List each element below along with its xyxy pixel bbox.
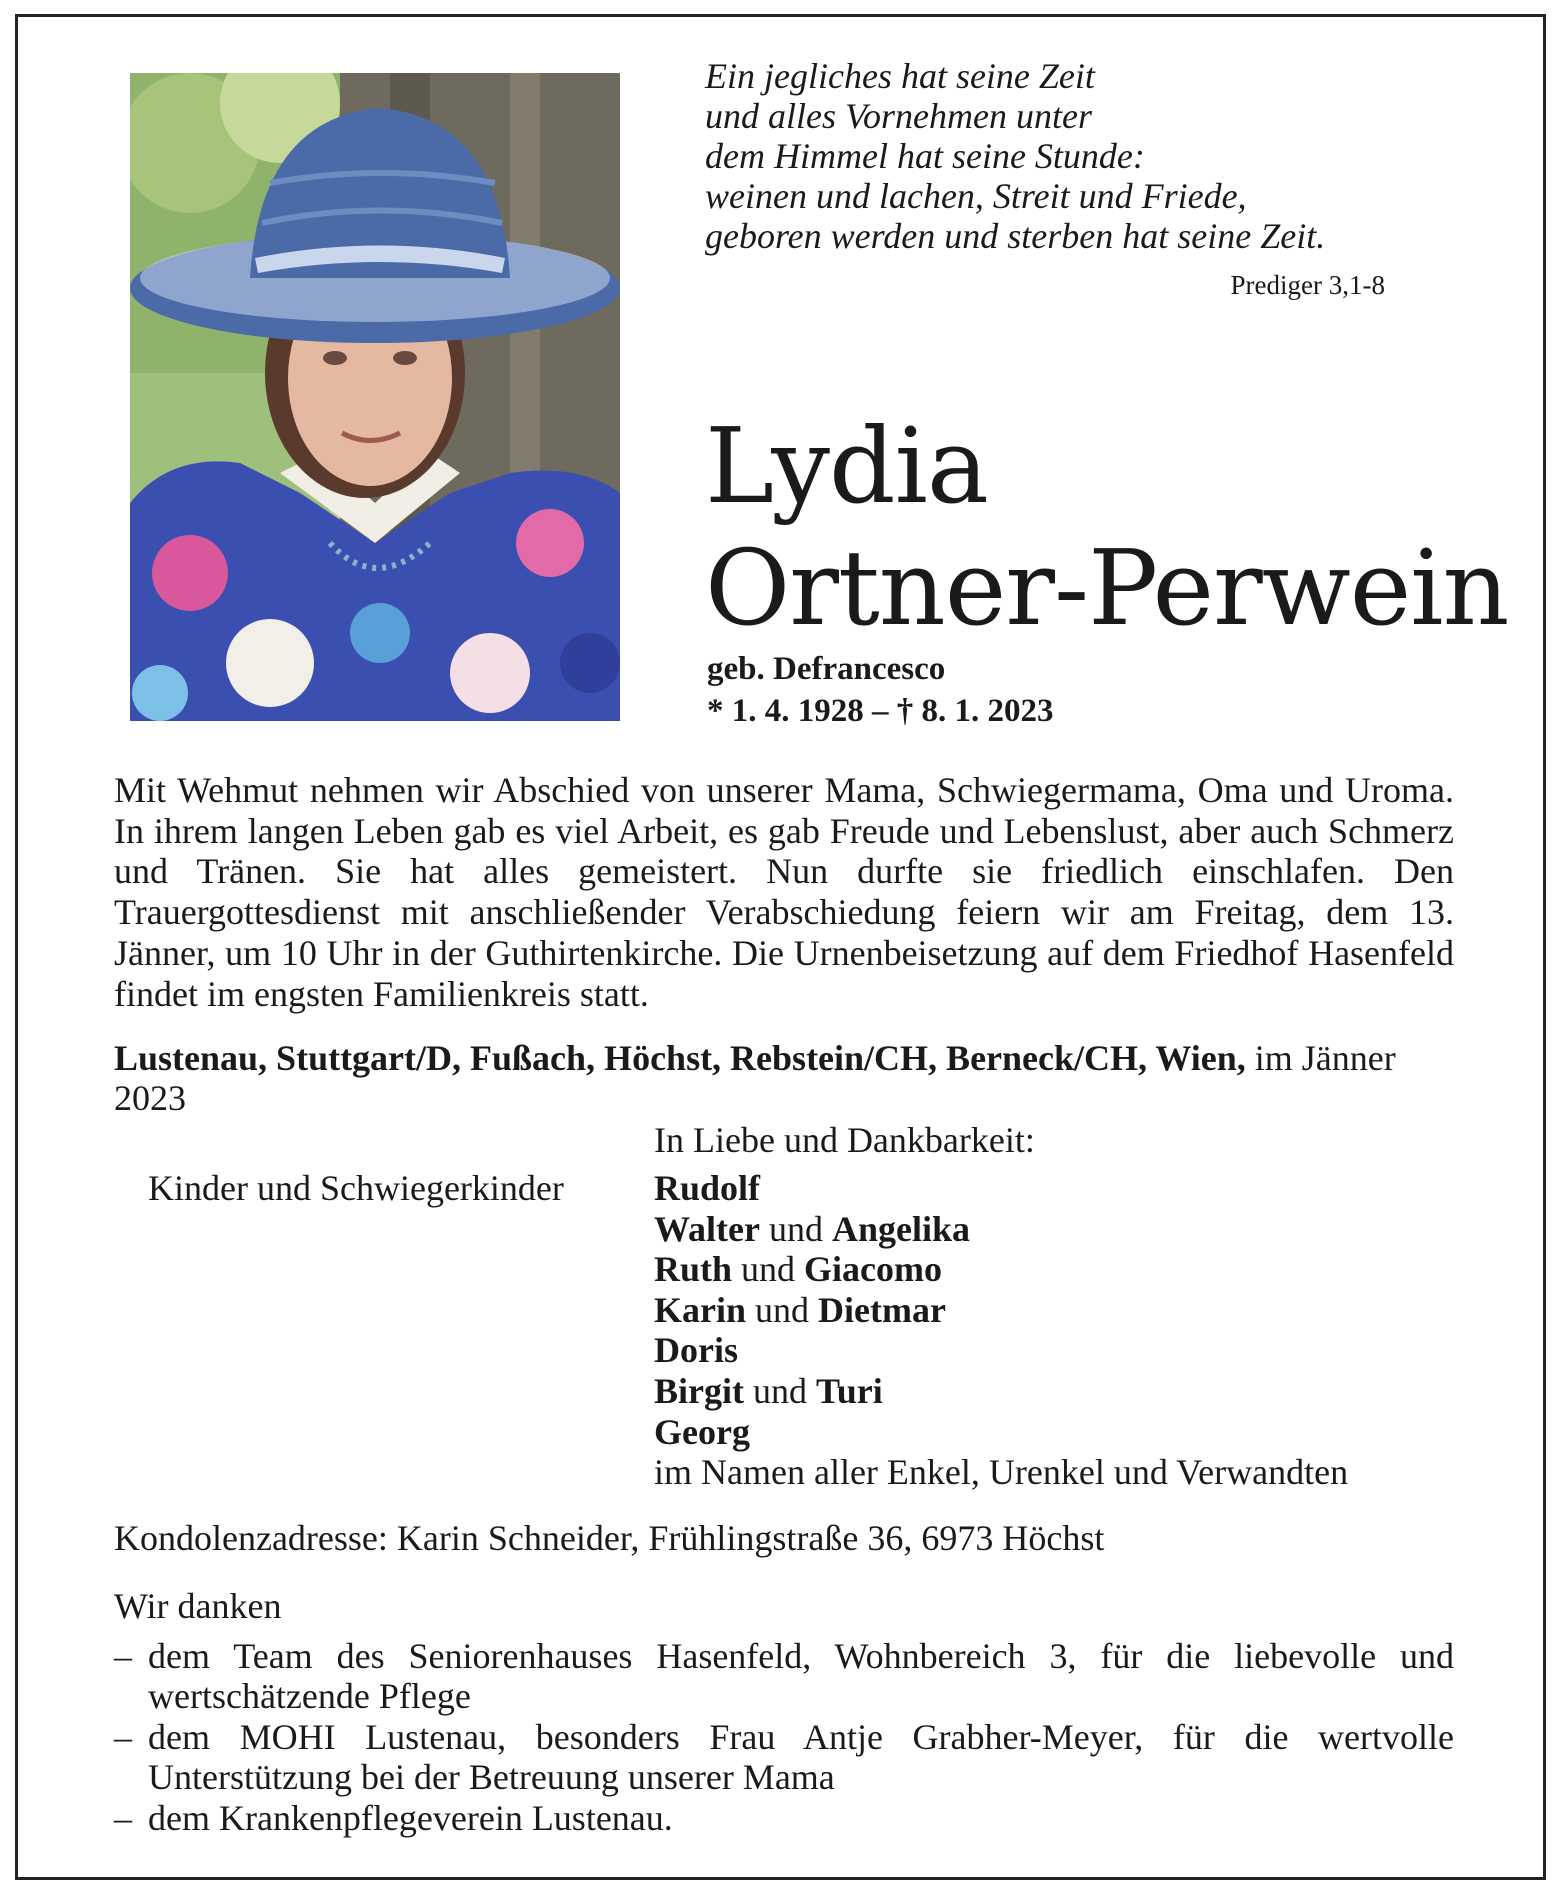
thanks-list <box>114 1636 1454 1838</box>
mourner-partner: Dietmar <box>818 1289 946 1330</box>
mourner-and: und <box>732 1249 805 1290</box>
portrait-photo <box>130 73 620 721</box>
maiden-name: geb. Defrancesco <box>707 651 946 687</box>
bible-quote <box>705 56 1425 256</box>
mourner-name: Birgit <box>654 1370 744 1411</box>
mourner-and: und <box>759 1208 832 1249</box>
mourner-name: Rudolf <box>654 1168 761 1208</box>
mourner-row <box>654 1330 1348 1371</box>
dash-bullet: – <box>114 1797 132 1838</box>
deceased-name <box>705 405 1509 649</box>
dash-bullet: – <box>114 1716 132 1757</box>
mourner-partner: Angelika <box>831 1208 970 1249</box>
mourner-list <box>654 1168 1348 1493</box>
thanks-heading: Wir danken <box>114 1586 282 1626</box>
sign-line: In Liebe und Dankbarkeit: <box>654 1120 1035 1160</box>
quote-source: Prediger 3,1-8 <box>1230 270 1385 300</box>
thanks-item <box>114 1636 1454 1717</box>
condolence-address: Kondolenzadresse: Karin Schneider, Frühlingstraße 36, 6973 Höchst <box>114 1518 1105 1558</box>
mourner-row <box>654 1290 1348 1331</box>
dash-bullet: – <box>114 1636 132 1676</box>
mourner-row <box>654 1209 1348 1250</box>
quote-line: geboren werden und sterben hat seine Zeit. <box>705 216 1326 256</box>
mourner-row <box>654 1168 1348 1209</box>
thanks-text: dem MOHI Lustenau, besonders Frau Antje Grabher-Meyer, für die wertvolle Unterstützung bei der Betreuung unserer Mama <box>148 1716 1454 1798</box>
last-name: Ortner-Perwein <box>705 527 1509 649</box>
mourner-name: Georg <box>654 1411 750 1452</box>
mourner-and: und <box>743 1370 816 1411</box>
quote-line: Ein jegliches hat seine Zeit <box>705 56 1095 96</box>
mourner-name: Ruth <box>654 1249 733 1290</box>
intro-paragraph: Mit Wehmut nehmen wir Abschied von unserer Mama, Schwiegermama, Oma und Uroma. In ihrem langen Leben gab es viel Arbeit, es gab Freude und Lebenslust, aber auch Schmerz und Tränen. Sie hat alles gemeistert. Nun durfte sie friedlich einschlafen. Den Trauergottesdienst mit anschließender Verabschiedung feiern wir am Freitag, dem 13. Jänner, um 10 Uhr in der Guthirtenkirche. Die Urnenbeisetzung auf dem Friedhof Hasenfeld findet im engsten Familienkreis statt. <box>114 770 1454 1014</box>
mourner-partner: Giacomo <box>804 1249 943 1290</box>
life-dates: * 1. 4. 1928 – † 8. 1. 2023 <box>707 693 1054 729</box>
thanks-item <box>114 1798 1454 1838</box>
portrait-image <box>130 73 620 721</box>
mourner-name: Walter <box>654 1208 760 1249</box>
mourner-name: Karin <box>654 1289 747 1330</box>
mourner-name: Doris <box>654 1330 738 1371</box>
family-note: im Namen aller Enkel, Urenkel und Verwandten <box>654 1452 1349 1493</box>
children-label: Kinder und Schwiegerkinder <box>148 1168 564 1208</box>
first-name: Lydia <box>705 405 988 527</box>
thanks-text: dem Team des Seniorenhauses Hasenfeld, Wohnbereich 3, für die liebevolle und wertschätzende Pflege <box>148 1636 1454 1717</box>
mourner-row <box>654 1249 1348 1290</box>
quote-line: weinen und lachen, Streit und Friede, <box>705 176 1247 216</box>
birth-info <box>707 648 1054 732</box>
mourner-row <box>654 1371 1348 1412</box>
quote-line: dem Himmel hat seine Stunde: <box>705 136 1145 176</box>
thanks-item <box>114 1717 1454 1798</box>
quote-line: und alles Vornehmen unter <box>705 96 1092 136</box>
mourner-row <box>654 1412 1348 1453</box>
places-date: im Jänner 2023 <box>114 1038 1396 1118</box>
places-bold: Lustenau, Stuttgart/D, Fußach, Höchst, Rebstein/CH, Berneck/CH, Wien, <box>114 1038 1246 1078</box>
thanks-text: dem Krankenpflegeverein Lustenau. <box>148 1797 673 1838</box>
mourner-partner: Turi <box>815 1370 883 1411</box>
mourner-and: und <box>746 1289 819 1330</box>
places-line <box>114 1038 1454 1118</box>
